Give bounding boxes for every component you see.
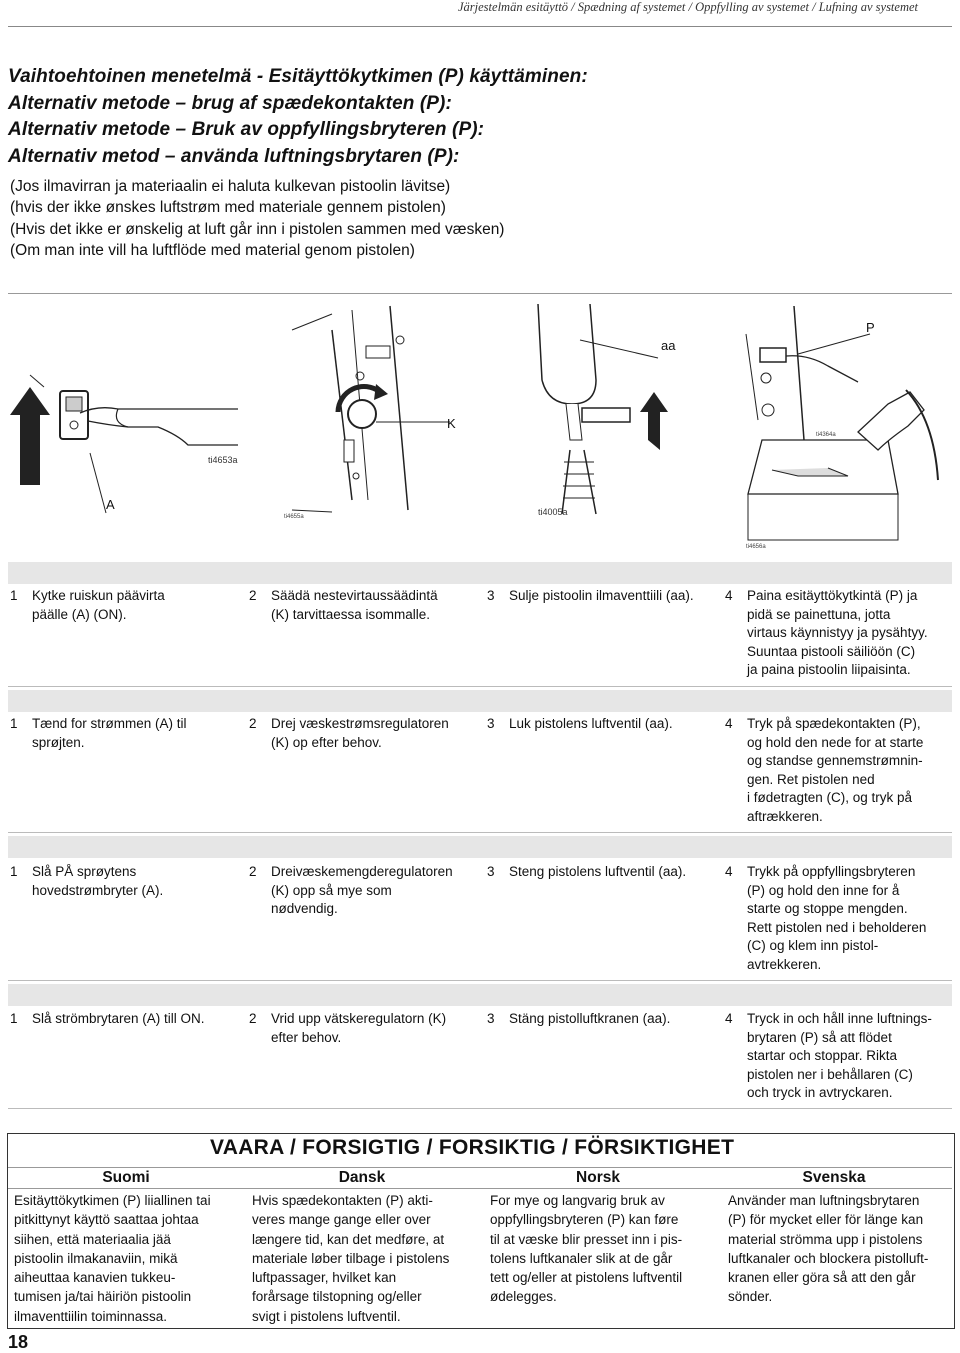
step-number: 4	[725, 864, 733, 879]
subtitle-danish: (hvis der ikke ønskes luftstrøm med materiale gennem pistolen)	[10, 199, 446, 217]
finger-icon	[786, 356, 858, 382]
subtitle-swedish: (Om man inte vill ha luftflöde med material genom pistolen)	[10, 241, 415, 259]
step-text: Tryck in och håll inne luftnings- brytaren (P) så att flödet startar och stoppar. Rikta pistolen ner i behållaren (C) och tryck in avtryckaren.	[747, 1011, 932, 1100]
language-label-norsk: Norsk	[576, 1169, 620, 1186]
hand-icon	[80, 408, 238, 445]
air-valve-icon	[582, 408, 630, 422]
step-1	[10, 715, 235, 752]
callout-P: P	[866, 320, 875, 335]
step-number: 2	[249, 588, 257, 603]
step-1	[10, 1010, 242, 1029]
step-3	[487, 587, 719, 606]
step-text: Slå strömbrytaren (A) till ON.	[32, 1011, 205, 1026]
language-label-suomi: Suomi	[102, 1169, 150, 1186]
step-text: Kytke ruiskun päävirta päälle (A) (ON).	[32, 588, 165, 622]
band-swedish	[8, 984, 952, 1006]
step-text: Stäng pistolluftkranen (aa).	[509, 1011, 671, 1026]
step-number: 3	[487, 588, 495, 603]
step-text: Steng pistolens luftventil (aa).	[509, 864, 687, 879]
step-2	[249, 715, 479, 752]
section-subtitles	[10, 176, 504, 261]
figure-id-ti4655a: ti4655a	[284, 514, 304, 520]
step-text: Luk pistolens luftventil (aa).	[509, 716, 673, 731]
step-3	[487, 715, 719, 734]
step-1	[10, 863, 235, 900]
section-rule	[8, 980, 952, 981]
step-4	[725, 715, 950, 826]
figure-gun-air-valve	[518, 300, 718, 525]
step-3	[487, 1010, 719, 1029]
step-number: 2	[249, 716, 257, 731]
step-text: Paina esitäyttökytkintä (P) ja pidä se painettuna, jotta virtaus käynnistyy ja pysähtyy. Suuntaa pistooli säiliöön (C) ja paina pistoolin liipaisinta.	[747, 588, 928, 677]
step-text: Tænd for strømmen (A) til sprøjten.	[32, 716, 187, 750]
step-4	[725, 1010, 957, 1103]
step-number: 3	[487, 1011, 495, 1026]
step-text: Drej væskestrømsregulatoren (K) op efter behov.	[271, 716, 449, 750]
step-text: Säädä nestevirtaussäädintä (K) tarvittaessa isommalle.	[271, 588, 438, 622]
step-number: 1	[10, 864, 18, 879]
section-rule	[8, 686, 952, 687]
title-danish: Alternativ metode – brug af spædekontakten (P):	[8, 92, 452, 114]
step-number: 3	[487, 864, 495, 879]
figure-id-ti4653a: ti4653a	[208, 455, 238, 465]
regulator-knob-icon	[348, 400, 376, 428]
step-2	[249, 1010, 479, 1047]
callout-A: A	[106, 497, 115, 512]
figure-id-ti4656a: ti4656a	[746, 544, 766, 550]
band-finnish	[8, 562, 952, 584]
step-text: Slå PÅ sprøytens hovedstrømbryter (A).	[32, 864, 164, 898]
step-1	[10, 587, 235, 624]
band-norwegian	[8, 836, 952, 858]
figure-power-switch	[8, 365, 248, 525]
figure-fluid-regulator	[272, 300, 492, 525]
warning-language-row	[8, 1167, 952, 1189]
step-number: 4	[725, 716, 733, 731]
step-4	[725, 587, 950, 680]
step-2	[249, 863, 479, 919]
step-number: 2	[249, 1011, 257, 1026]
header-rule	[8, 26, 952, 27]
figure-prime-button	[738, 300, 950, 555]
step-text: Sulje pistoolin ilmaventtiili (aa).	[509, 588, 694, 603]
warning-text-danish: Hvis spædekontakten (P) akti- veres mange gange eller over længere tid, kan det medføre, at materiale løber tilbage i pistolens luftpassager, hvilket kan forårsage tilstopning og/eller svigt i pistolens luftventil.	[252, 1193, 450, 1324]
step-3	[487, 863, 719, 882]
callout-aa: aa	[661, 338, 676, 353]
step-number: 4	[725, 1011, 733, 1026]
warning-title: VAARA / FORSIGTIG / FORSIKTIG / FÖRSIKTIGHET	[210, 1136, 735, 1159]
figure-rule	[8, 293, 952, 294]
figure-id-ti4364a: ti4364a	[816, 432, 836, 438]
step-text: Tryk på spædekontakten (P), og hold den nede for at starte og standse gennemstrømnin- gen. Ret pistolen ned i fødetragten (C), og tryk på aftrækkeren.	[747, 716, 924, 824]
section-rule	[8, 832, 952, 833]
band-danish	[8, 690, 952, 712]
title-swedish: Alternativ metod – använda luftningsbrytaren (P):	[8, 145, 460, 167]
section-titles	[8, 64, 588, 170]
running-header: Järjestelmän esitäyttö / Spædning af systemet / Oppfylling av systemet / Lufning av systemet	[458, 0, 918, 14]
prime-switch-icon	[760, 348, 786, 362]
step-2	[249, 587, 479, 624]
page-number: 18	[8, 1332, 29, 1352]
title-norwegian: Alternativ metode – Bruk av oppfyllingsbryteren (P):	[8, 119, 485, 140]
step-number: 1	[10, 588, 18, 603]
step-number: 3	[487, 716, 495, 731]
step-text: Trykk på oppfyllingsbryteren (P) og hold den inne for å starte og stoppe mengden. Rett pistolen ned i beholderen (C) og klem inn pistol- avtrekkeren.	[747, 864, 927, 972]
step-text: Dreivæskemengderegulatoren (K) opp så mye som nødvendig.	[271, 864, 453, 916]
step-number: 4	[725, 588, 733, 603]
title-finnish: Vaihtoehtoinen menetelmä - Esitäyttökytkimen (P) käyttäminen:	[8, 66, 588, 87]
up-arrow-icon	[10, 387, 50, 485]
step-text: Vrid upp vätskeregulatorn (K) efter behov.	[271, 1011, 447, 1045]
step-number: 2	[249, 864, 257, 879]
warning-text-swedish: Använder man luftningsbrytaren (P) för mycket eller för länge kan material strömma upp i pistolens luftkanaler och blockera pistolluft- kranen eller göra så att den går sönder.	[728, 1193, 929, 1305]
step-number: 1	[10, 716, 18, 731]
warning-text-norwegian: For mye og langvarig bruk av oppfyllingsbryteren (P) kan føre til at væske blir presset inn i pis- tolens luftkanaler slik at de går tett og/eller at pistolens luftventil ødelegges.	[490, 1193, 683, 1305]
section-rule	[8, 1108, 952, 1109]
step-number: 1	[10, 1011, 18, 1026]
figure-id-ti4005a: ti4005a	[538, 507, 568, 517]
subtitle-finnish: (Jos ilmavirran ja materiaalin ei haluta kulkevan pistoolin lävitse)	[10, 178, 451, 195]
step-4	[725, 863, 950, 974]
warning-text-finnish: Esitäyttökytkimen (P) liiallinen tai pitkittynyt käyttö saattaa johtaa siihen, että materiaalia jää pistoolin ilmakanaviin, mikä aiheuttaa kanavien tukkeu- tumisen ja/tai häiriön pistoolin ilmaventtiilin toiminnassa.	[14, 1193, 211, 1324]
subtitle-norwegian: (Hvis det ikke er ønskelig at luft går inn i pistolen sammen med væsken)	[10, 220, 505, 238]
language-label-svenska: Svenska	[802, 1169, 866, 1186]
callout-K: K	[447, 416, 456, 431]
language-label-dansk: Dansk	[338, 1169, 386, 1186]
